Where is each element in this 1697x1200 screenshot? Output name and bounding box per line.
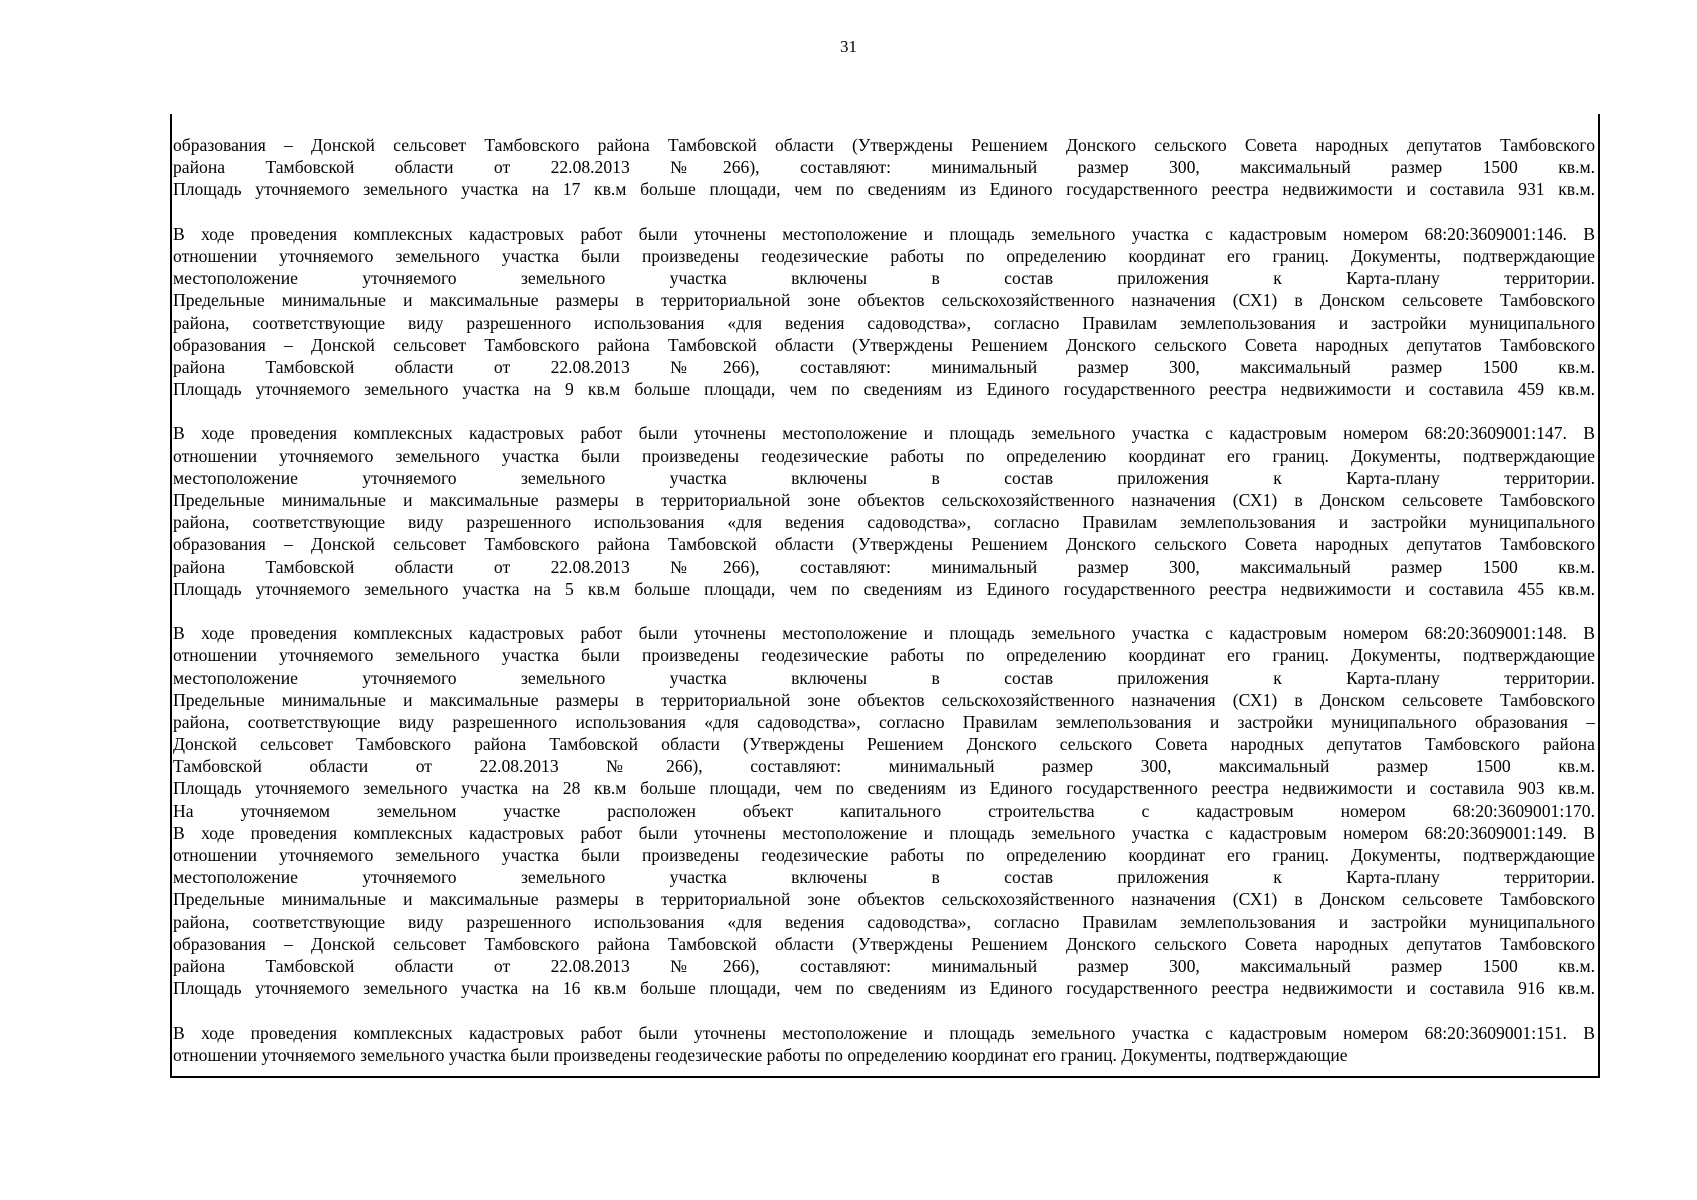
text-line: отношении уточняемого земельного участка были произведены геодезические работы по определению координат его границ. Документы, подтверждающие xyxy=(173,845,1595,865)
text-line: Площадь уточняемого земельного участка на 17 кв.м больше площади, чем по сведениям из Единого государственного реестра недвижимости и составила 931 кв.м. xyxy=(173,179,1595,200)
text-line: отношении уточняемого земельного участка были произведены геодезические работы по определению координат его границ. Документы, подтверждающие xyxy=(173,245,1595,266)
paragraph-gap xyxy=(173,400,1595,422)
paragraph xyxy=(173,1022,1595,1066)
text-line: района Тамбовской области от 22.08.2013 №266), составляют: минимальный размер 300, максимальный размер 1500 кв.м. xyxy=(173,356,1595,377)
text-line: Предельные минимальные и максимальные размеры в территориальной зоне объектов сельскохозяйственного назначения (СХ1) в Донском сельсовете Тамбовского xyxy=(173,889,1595,910)
text-line: отношении уточняемого земельного участка были произведены геодезические работы по определению координат его границ. Документы, подтверждающие xyxy=(173,645,1595,666)
text-line: Площадь уточняемого земельного участка на 5 кв.м больше площади, чем по сведениям из Единого государственного реестра недвижимости и составила 455 кв.м. xyxy=(173,578,1595,599)
text-line: В ходе проведения комплексных кадастровых работ были уточнены местоположение и площадь земельного участка с кадастровым номером 68:20:3609001:146. В xyxy=(173,223,1595,244)
paragraph-gap xyxy=(173,600,1595,622)
text-line: Площадь уточняемого земельного участка на 28 кв.м больше площади, чем по сведениям из Единого государственного реестра недвижимости и составила 903 кв.м. xyxy=(173,778,1595,799)
text-line: В ходе проведения комплексных кадастровых работ были уточнены местоположение и площадь земельного участка с кадастровым номером 68:20:3609001:149. В xyxy=(173,822,1595,843)
text-line: Предельные минимальные и максимальные размеры в территориальной зоне объектов сельскохозяйственного назначения (СХ1) в Донском сельсовете Тамбовского xyxy=(173,290,1595,311)
document-body xyxy=(173,134,1595,1066)
page-number: 31 xyxy=(840,37,857,56)
text-line: Тамбовской области от 22.08.2013 №266), составляют: минимальный размер 300, максимальный размер 1500 кв.м. xyxy=(173,756,1595,777)
text-line: Предельные минимальные и максимальные размеры в территориальной зоне объектов сельскохозяйственного назначения (СХ1) в Донском сельсовете Тамбовского xyxy=(173,689,1595,710)
text-line: местоположение уточняемого земельного участка включены в состав приложения к Карта-плану территории. xyxy=(173,268,1595,289)
text-line: образования – Донской сельсовет Тамбовского района Тамбовской области (Утверждены Решением Донского сельского Совета народных депутатов Тамбовского xyxy=(173,933,1595,954)
text-line: района, соответствующие виду разрешенного использования «для садоводства», согласно Правилам землепользования и застройки муниципального образования – xyxy=(173,711,1595,732)
text-line: образования – Донской сельсовет Тамбовского района Тамбовской области (Утверждены Решением Донского сельского Совета народных депутатов Тамбовского xyxy=(173,534,1595,555)
paragraph xyxy=(173,422,1595,600)
text-line: района, соответствующие виду разрешенного использования «для ведения садоводства», согласно Правилам землепользования и застройки муниципального xyxy=(173,312,1595,333)
text-line: На уточняемом земельном участке расположен объект капитального строительства с кадастровым номером 68:20:3609001:170. xyxy=(173,800,1595,821)
text-line: Площадь уточняемого земельного участка на 9 кв.м больше площади, чем по сведениям из Единого государственного реестра недвижимости и составила 459 кв.м. xyxy=(173,379,1595,400)
text-line: В ходе проведения комплексных кадастровых работ были уточнены местоположение и площадь земельного участка с кадастровым номером 68:20:3609001:148. В xyxy=(173,623,1595,644)
text-line: района, соответствующие виду разрешенного использования «для ведения садоводства», согласно Правилам землепользования и застройки муниципального xyxy=(173,911,1595,932)
paragraph xyxy=(173,622,1595,999)
text-line: Площадь уточняемого земельного участка на 16 кв.м больше площади, чем по сведениям из Единого государственного реестра недвижимости и составила 916 кв.м. xyxy=(173,978,1595,999)
text-line: отношении уточняемого земельного участка были произведены геодезические работы по определению координат его границ. Документы, подтверждающие xyxy=(173,445,1595,466)
text-line: района Тамбовской области от 22.08.2013 №266), составляют: минимальный размер 300, максимальный размер 1500 кв.м. xyxy=(173,157,1595,178)
text-line: В ходе проведения комплексных кадастровых работ были уточнены местоположение и площадь земельного участка с кадастровым номером 68:20:3609001:147. В xyxy=(173,423,1595,444)
text-line: местоположение уточняемого земельного участка включены в состав приложения к Карта-плану территории. xyxy=(173,667,1595,688)
text-line: образования – Донской сельсовет Тамбовского района Тамбовской области (Утверждены Решением Донского сельского Совета народных депутатов Тамбовского xyxy=(173,135,1595,155)
text-line: местоположение уточняемого земельного участка включены в состав приложения к Карта-плану территории. xyxy=(173,467,1595,488)
paragraph xyxy=(173,223,1595,401)
paragraph xyxy=(173,134,1595,201)
text-line: Донской сельсовет Тамбовского района Тамбовской области (Утверждены Решением Донского сельского Совета народных депутатов Тамбовского района xyxy=(173,734,1595,755)
paragraph-gap xyxy=(173,201,1595,223)
text-line: района Тамбовской области от 22.08.2013 №266), составляют: минимальный размер 300, максимальный размер 1500 кв.м. xyxy=(173,955,1595,976)
text-line: местоположение уточняемого земельного участка включены в состав приложения к Карта-плану территории. xyxy=(173,867,1595,888)
paragraph-gap xyxy=(173,999,1595,1021)
text-line: образования – Донской сельсовет Тамбовского района Тамбовской области (Утверждены Решением Донского сельского Совета народных депутатов Тамбовского xyxy=(173,334,1595,355)
text-line: отношении уточняемого земельного участка были произведены геодезические работы по определению координат его границ. Документы, подтверждающие xyxy=(173,1044,1348,1065)
text-line: района, соответствующие виду разрешенного использования «для ведения садоводства», согласно Правилам землепользования и застройки муниципального xyxy=(173,512,1595,533)
text-line: Предельные минимальные и максимальные размеры в территориальной зоне объектов сельскохозяйственного назначения (СХ1) в Донском сельсовете Тамбовского xyxy=(173,490,1595,510)
text-line: района Тамбовской области от 22.08.2013 №266), составляют: минимальный размер 300, максимальный размер 1500 кв.м. xyxy=(173,556,1595,577)
text-line: В ходе проведения комплексных кадастровых работ были уточнены местоположение и площадь земельного участка с кадастровым номером 68:20:3609001:151. В xyxy=(173,1022,1595,1043)
